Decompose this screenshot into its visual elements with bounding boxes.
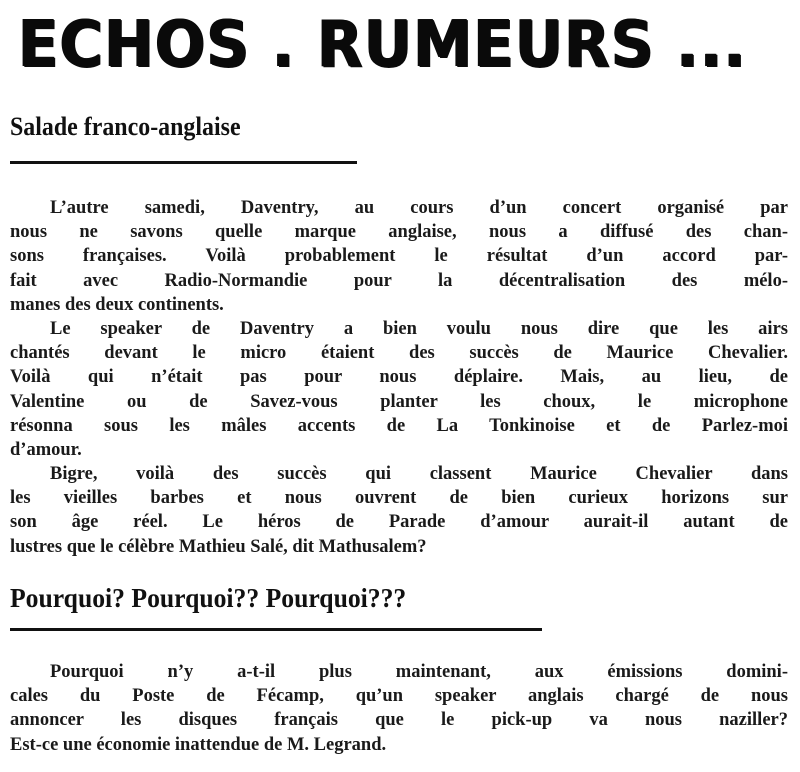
text-line: sons françaises. Voilà probablement le résultat d’un accord par- <box>10 246 788 267</box>
text-line: les vieilles barbes et nous ouvrent de bien curieux horizons sur <box>10 488 788 509</box>
text-line: Pourquoi n’y a-t-il plus maintenant, aux émissions domini- <box>50 662 788 682</box>
text-line: L’autre samedi, Daventry, au cours d’un concert organisé par <box>50 198 788 218</box>
article-body <box>10 660 788 757</box>
text-line: fait avec Radio-Normandie pour la décentralisation des mélo- <box>10 270 788 291</box>
text-line: nous ne savons quelle marque anglaise, nous a diffusé des chan- <box>10 222 788 243</box>
title-underline <box>10 628 542 631</box>
article-title: Salade franco-anglaise <box>10 112 241 141</box>
text-line: d’amour. <box>10 439 82 460</box>
text-line: Valentine ou de Savez-vous planter les choux, le microphone <box>10 391 788 412</box>
text-line: Le speaker de Daventry a bien voulu nous dire que les airs <box>50 318 788 339</box>
text-line: lustres que le célèbre Mathieu Salé, dit Mathusalem? <box>10 536 427 557</box>
article-body <box>10 196 788 559</box>
text-line: résonna sous les mâles accents de La Tonkinoise et de Parlez-moi <box>10 415 788 436</box>
text-line: chantés devant le micro étaient des succès de Maurice Chevalier. <box>10 343 788 364</box>
text-line: Bigre, voilà des succès qui classent Maurice Chevalier dans <box>50 464 788 485</box>
text-line: Est-ce une économie inattendue de M. Legrand. <box>10 734 387 755</box>
article-title: Pourquoi? Pourquoi?? Pourquoi??? <box>10 583 407 613</box>
title-underline <box>10 161 357 164</box>
masthead-title: ECHOS . RUMEURS ... <box>18 8 747 82</box>
text-line: son âge réel. Le héros de Parade d’amour aurait-il autant de <box>10 512 788 533</box>
text-line: cales du Poste de Fécamp, qu’un speaker anglais chargé de nous <box>10 686 788 707</box>
text-line: annoncer les disques français que le pick-up va nous naziller? <box>10 710 788 731</box>
text-line: Voilà qui n’était pas pour nous déplaire. Mais, au lieu, de <box>10 367 788 388</box>
text-line: manes des deux continents. <box>10 294 224 315</box>
